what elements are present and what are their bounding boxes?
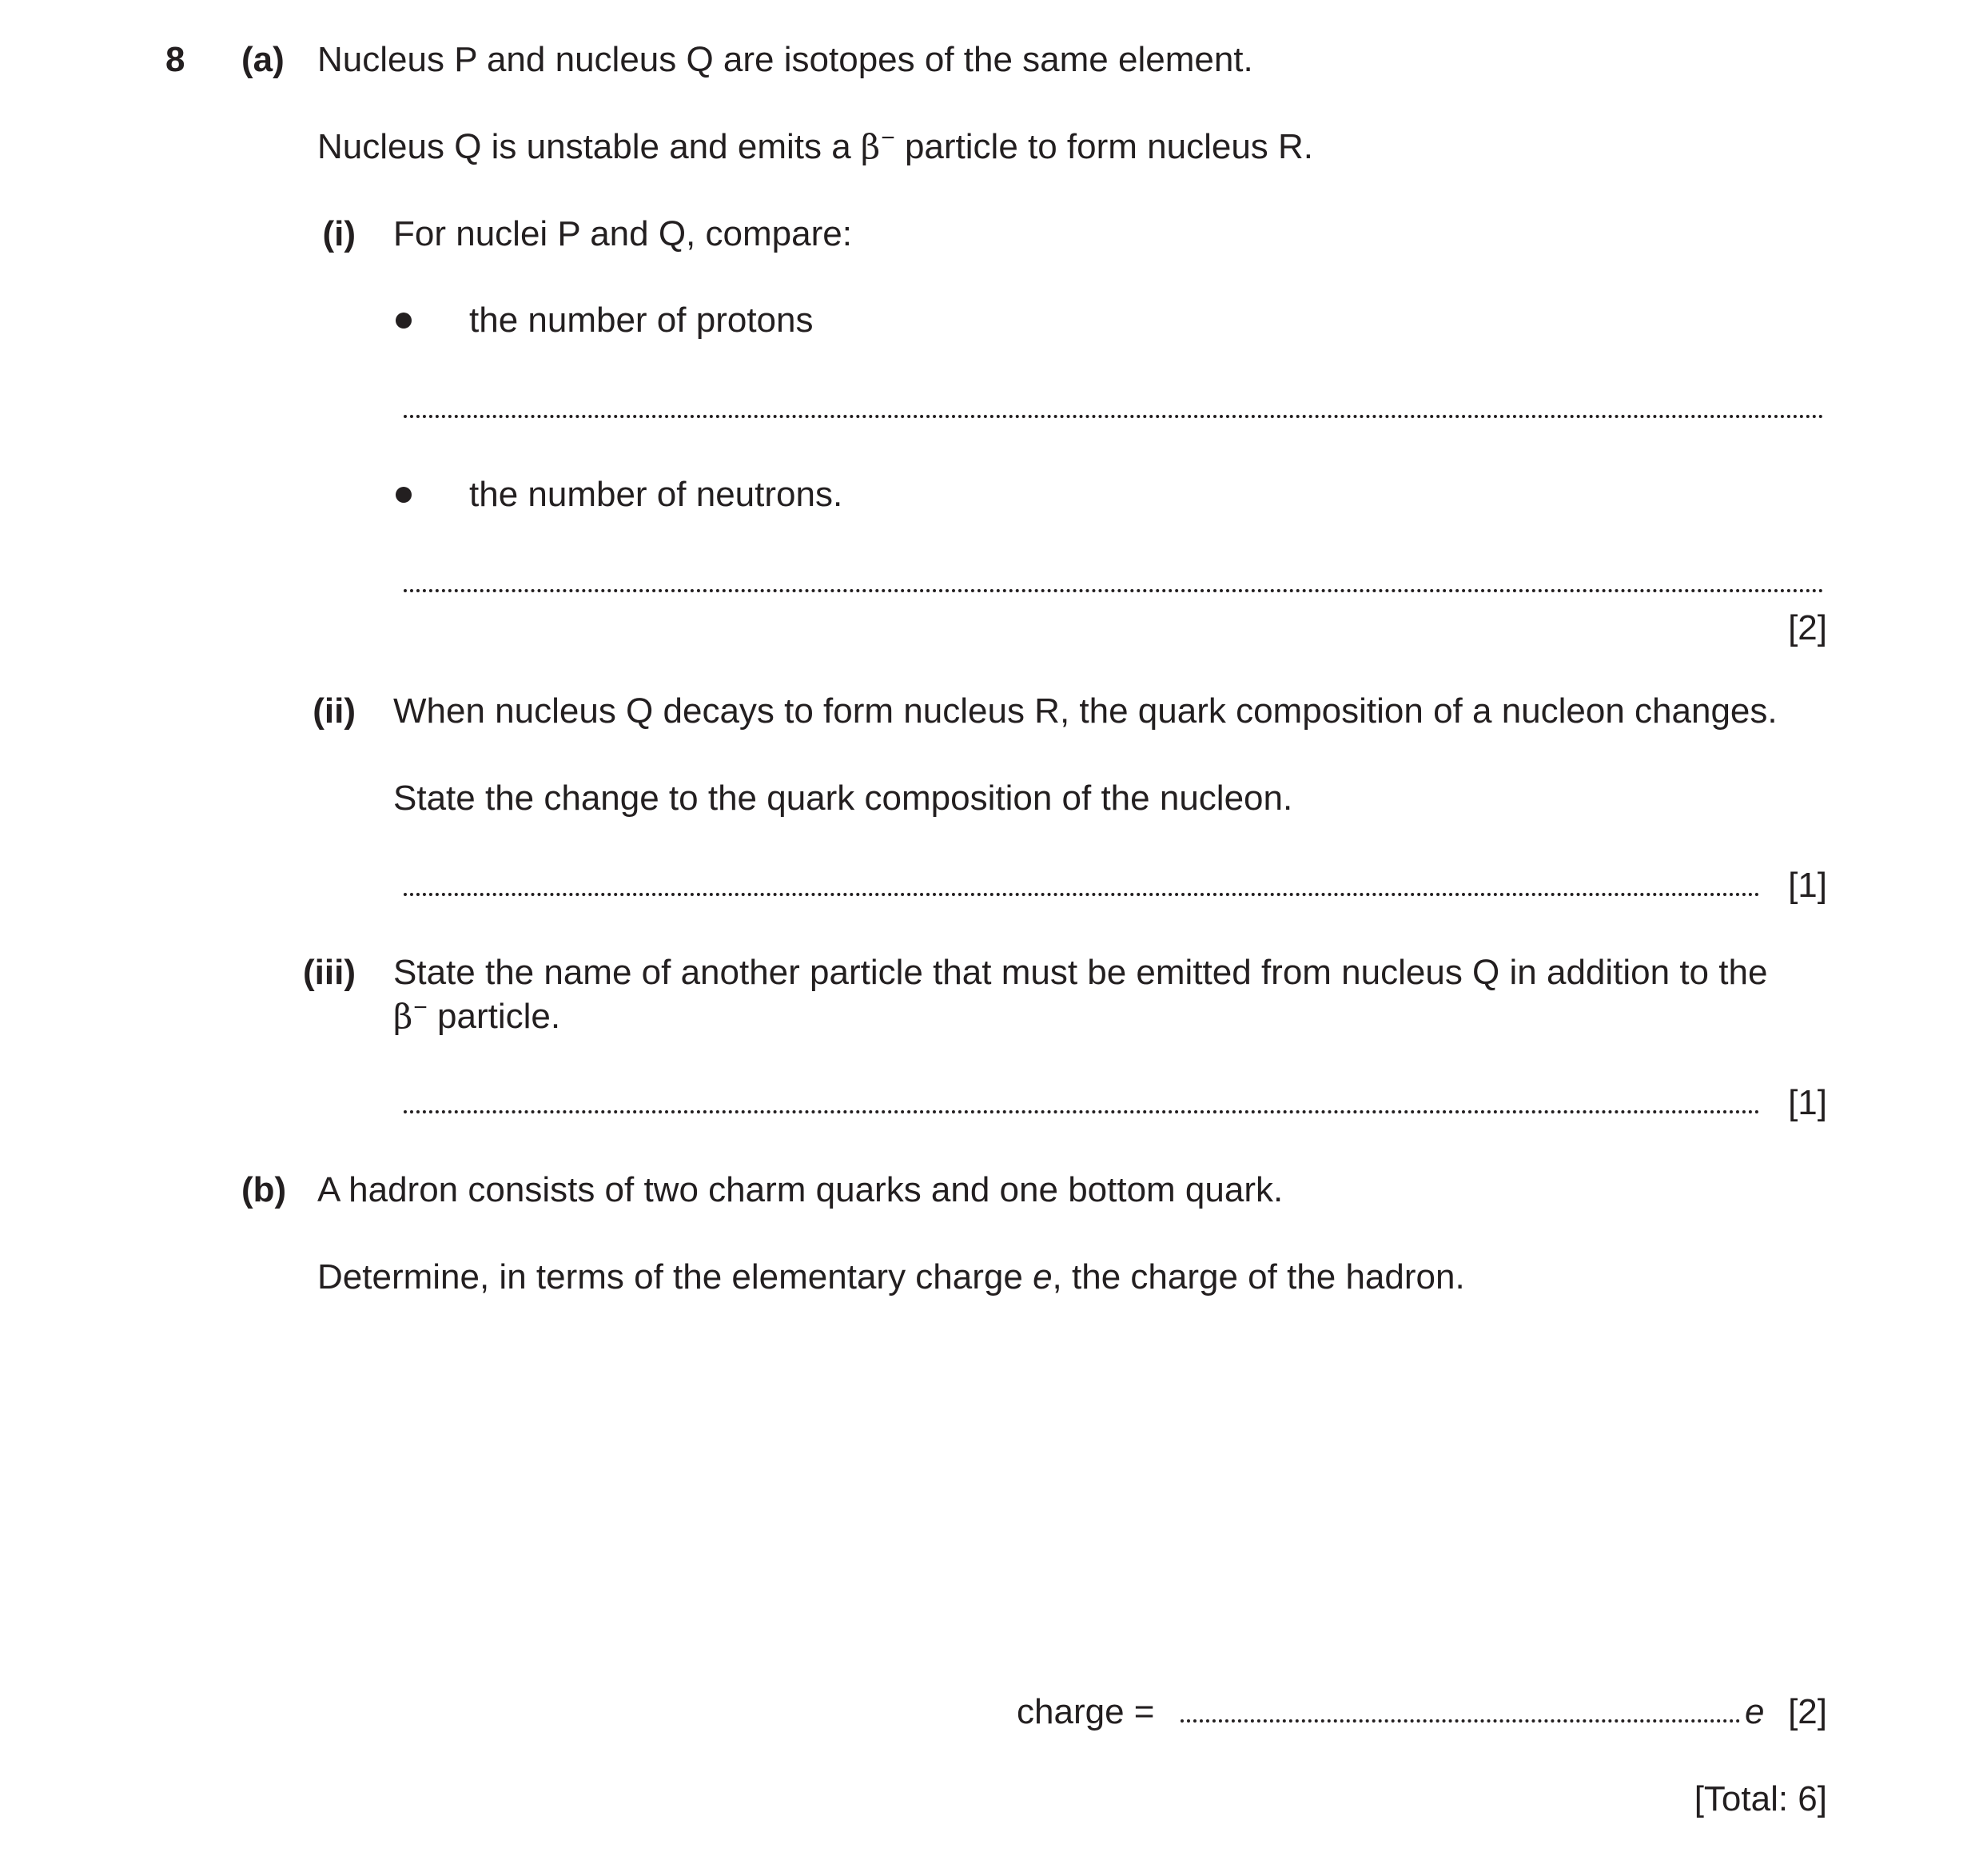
- elementary-charge-symbol: e: [1033, 1257, 1053, 1296]
- part-a-intro: Nucleus P and nucleus Q are isotopes of the same element.: [317, 40, 1253, 79]
- beta-superscript: −: [881, 125, 895, 151]
- subpart-i-label: (i): [322, 214, 356, 253]
- subpart-iii-text-line2: [393, 996, 560, 1042]
- marks-ii: [1]: [1788, 866, 1827, 905]
- subpart-iii-label: (iii): [303, 953, 356, 992]
- part-b-instruction: [317, 1257, 1465, 1298]
- answer-line-particle[interactable]: [404, 1110, 1760, 1113]
- total-marks: [Total: 6]: [1694, 1779, 1827, 1818]
- subpart-ii-instruction: State the change to the quark composition of the nucleon.: [393, 779, 1293, 818]
- beta-symbol: β: [393, 997, 413, 1036]
- answer-line-quark-change[interactable]: [404, 893, 1760, 896]
- bullet-icon: [396, 487, 412, 503]
- bullet-neutrons-text: the number of neutrons.: [469, 475, 843, 514]
- marks-b: [2]: [1788, 1692, 1827, 1731]
- part-b-label: (b): [241, 1170, 287, 1209]
- charge-answer-label: charge =: [1017, 1692, 1155, 1731]
- subpart-iii-text-after: particle.: [427, 997, 561, 1036]
- part-a-beta-statement: [317, 126, 1313, 172]
- subpart-iii-text: State the name of another particle that must be emitted from nucleus Q in addition to the: [393, 953, 1768, 992]
- beta-statement-after: particle to form nucleus R.: [894, 127, 1314, 166]
- answer-line-neutrons[interactable]: [404, 589, 1824, 592]
- part-a-label: (a): [241, 40, 285, 79]
- marks-iii: [1]: [1788, 1083, 1827, 1122]
- subpart-ii-text: When nucleus Q decays to form nucleus R, the quark composition of a nucleon changes.: [393, 691, 1778, 731]
- bullet-protons-text: the number of protons: [469, 301, 814, 340]
- subpart-i-text: For nuclei P and Q, compare:: [393, 214, 852, 253]
- subpart-ii-label: (ii): [313, 691, 356, 731]
- answer-line-protons[interactable]: [404, 415, 1824, 418]
- answer-line-charge[interactable]: [1181, 1719, 1740, 1723]
- beta-superscript: −: [413, 994, 428, 1021]
- part-b-text: A hadron consists of two charm quarks and one bottom quark.: [317, 1170, 1284, 1209]
- beta-statement-before: Nucleus Q is unstable and emits a: [317, 127, 861, 166]
- bullet-icon: [396, 313, 412, 329]
- part-b-instruction-before: Determine, in terms of the elementary charge: [317, 1257, 1033, 1296]
- beta-symbol: β: [860, 127, 881, 166]
- part-b-instruction-after: , the charge of the hadron.: [1052, 1257, 1465, 1296]
- charge-unit: e: [1745, 1692, 1765, 1731]
- marks-i: [2]: [1788, 608, 1827, 647]
- question-number: 8: [165, 40, 185, 79]
